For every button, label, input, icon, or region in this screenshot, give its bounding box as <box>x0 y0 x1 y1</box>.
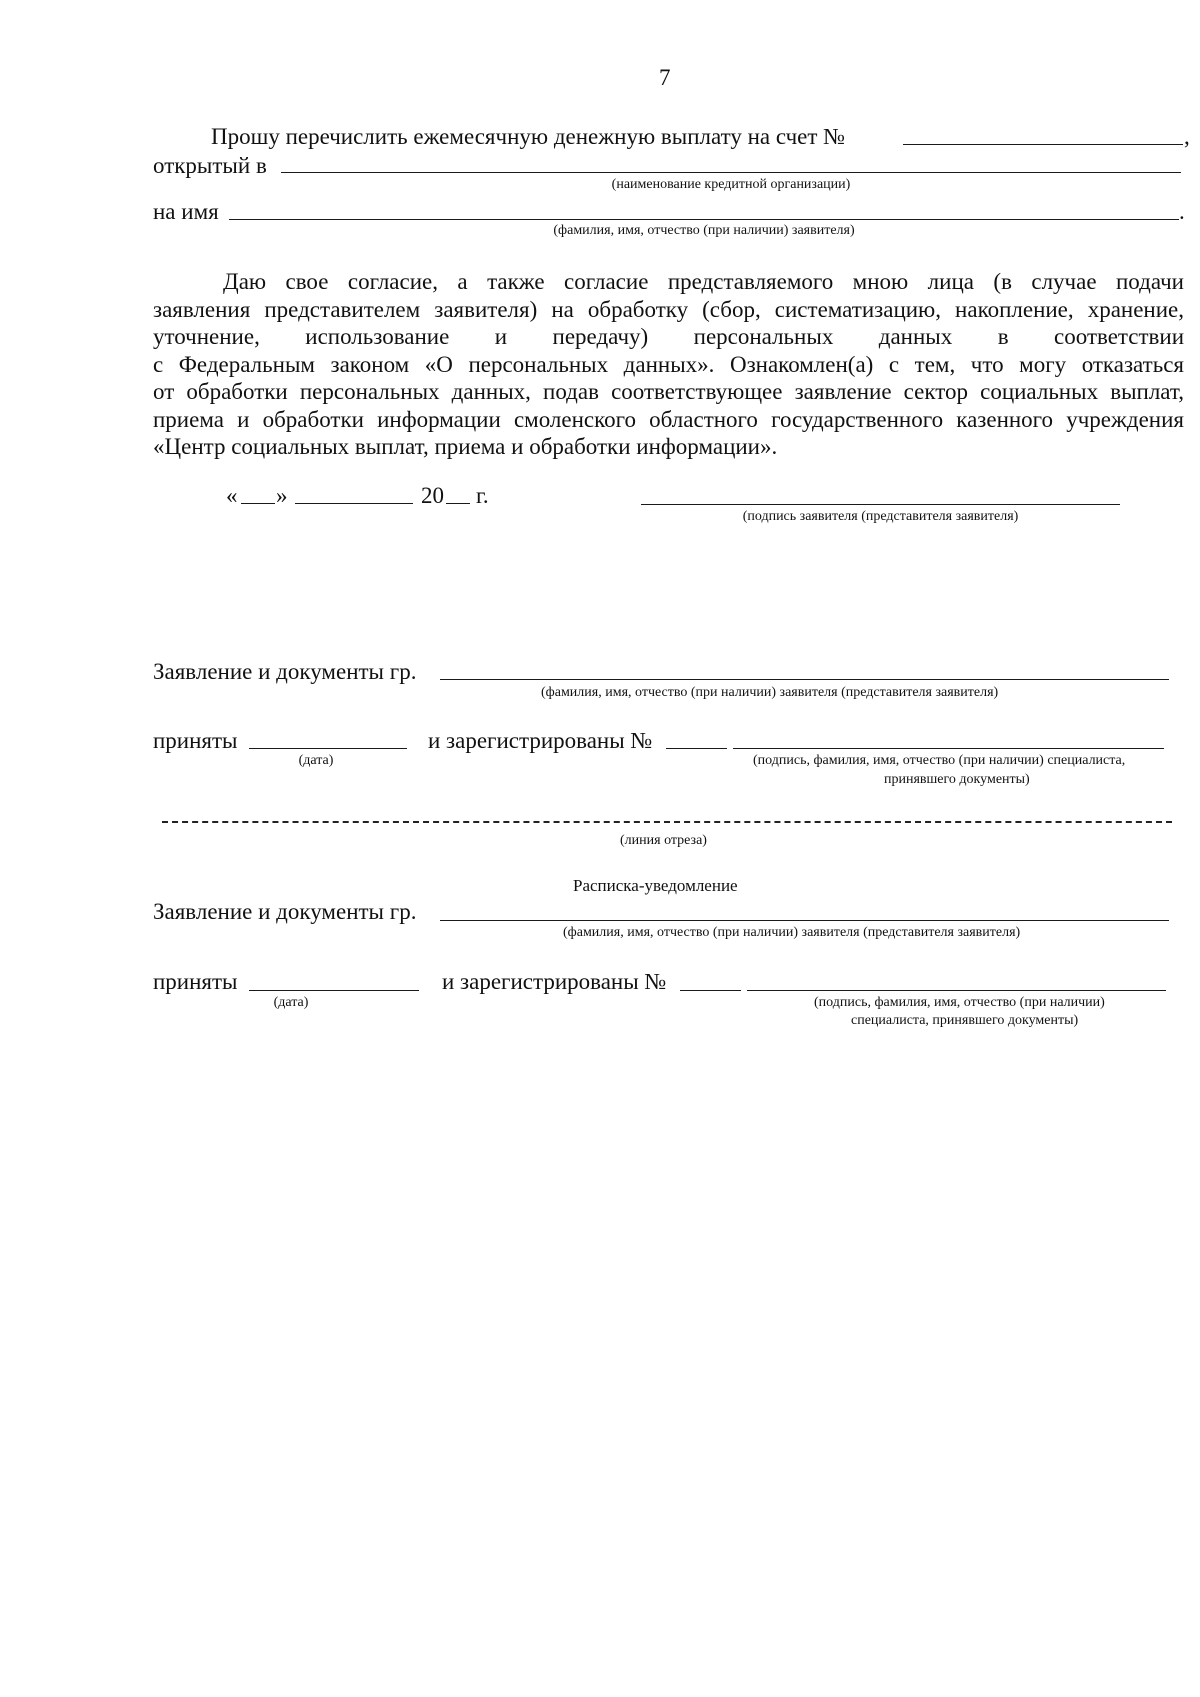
reception-accepted-label: приняты <box>153 728 238 753</box>
credit-organization-field[interactable] <box>281 172 1181 173</box>
reception-date-caption: (дата) <box>298 753 334 768</box>
year-suffix: г. <box>476 483 489 508</box>
reception-docs-caption: (фамилия, имя, отчество (при наличии) заявителя (представителя заявителя) <box>541 685 999 700</box>
consent-paragraph <box>153 268 1184 461</box>
cut-line-caption: (линия отреза) <box>620 833 707 848</box>
receipt-specialist-caption-2: специалиста, принявшего документы) <box>851 1013 1079 1028</box>
reception-specialist-signature-field[interactable] <box>733 748 1164 749</box>
reception-date-field[interactable] <box>249 748 407 749</box>
reception-specialist-caption-2: принявшего документы) <box>884 772 1030 787</box>
payment-request-text: Прошу перечислить ежемесячную денежную выплату на счет № <box>211 124 846 149</box>
receipt-title: Расписка-уведомление <box>573 876 738 895</box>
page-number: 7 <box>659 65 671 90</box>
receipt-date-caption: (дата) <box>273 995 309 1010</box>
applicant-signature-field[interactable] <box>641 504 1120 505</box>
consent-line: «Центр социальных выплат, приема и обработки информации». <box>153 434 778 459</box>
consent-line: с Федеральным законом «О персональных данных». Ознакомлен(а) с тем, что могу отказаться <box>153 351 1184 377</box>
receipt-accepted-label: приняты <box>153 969 238 994</box>
in-name-label: на имя <box>153 199 219 224</box>
receipt-specialist-signature-field[interactable] <box>747 990 1166 991</box>
consent-line: уточнение, использование и передачу) персональных данных в соответствии <box>153 324 1184 349</box>
receipt-docs-caption: (фамилия, имя, отчество (при наличии) заявителя (представителя заявителя) <box>563 925 1021 940</box>
date-close-quote: » <box>276 483 288 508</box>
receipt-date-field[interactable] <box>249 990 419 991</box>
period: . <box>1179 199 1185 224</box>
applicant-name-field[interactable] <box>229 219 1179 220</box>
receipt-registered-label: и зарегистрированы № <box>442 969 667 994</box>
reception-docs-label: Заявление и документы гр. <box>153 659 417 684</box>
year-prefix: 20 <box>421 483 444 508</box>
consent-line: приема и обработки информации смоленского областного государственного казенного учреждения <box>153 406 1184 432</box>
consent-line: заявления представителем заявителя) на обработку (сбор, систематизацию, накопление, хранение, <box>153 296 1184 322</box>
receipt-specialist-caption-1: (подпись, фамилия, имя, отчество (при наличии) <box>814 995 1105 1010</box>
reception-citizen-name-field[interactable] <box>440 679 1169 680</box>
opened-in-label: открытый в <box>153 153 267 178</box>
account-number-field[interactable] <box>903 144 1183 145</box>
consent-line: от обработки персональных данных, подав соответствующее заявление сектор социальных выплат, <box>153 379 1184 404</box>
receipt-citizen-name-field[interactable] <box>440 920 1169 921</box>
date-open-quote: « <box>226 483 238 508</box>
comma: , <box>1184 124 1190 149</box>
reception-registered-label: и зарегистрированы № <box>428 728 653 753</box>
receipt-registration-number-field[interactable] <box>680 990 741 991</box>
signature-caption: (подпись заявителя (представителя заявителя) <box>742 509 1019 524</box>
reception-registration-number-field[interactable] <box>666 748 727 749</box>
receipt-docs-label: Заявление и документы гр. <box>153 899 417 924</box>
reception-specialist-caption-1: (подпись, фамилия, имя, отчество (при наличии) специалиста, <box>753 753 1126 768</box>
year-field[interactable] <box>446 503 470 504</box>
month-field[interactable] <box>295 503 413 504</box>
applicant-name-caption: (фамилия, имя, отчество (при наличии) заявителя) <box>553 223 855 238</box>
cut-line <box>162 821 1172 823</box>
consent-line: Даю свое согласие, а также согласие представляемого мною лица (в случае подачи <box>223 269 1184 294</box>
day-field[interactable] <box>241 503 275 504</box>
credit-organization-caption: (наименование кредитной организации) <box>611 177 851 192</box>
